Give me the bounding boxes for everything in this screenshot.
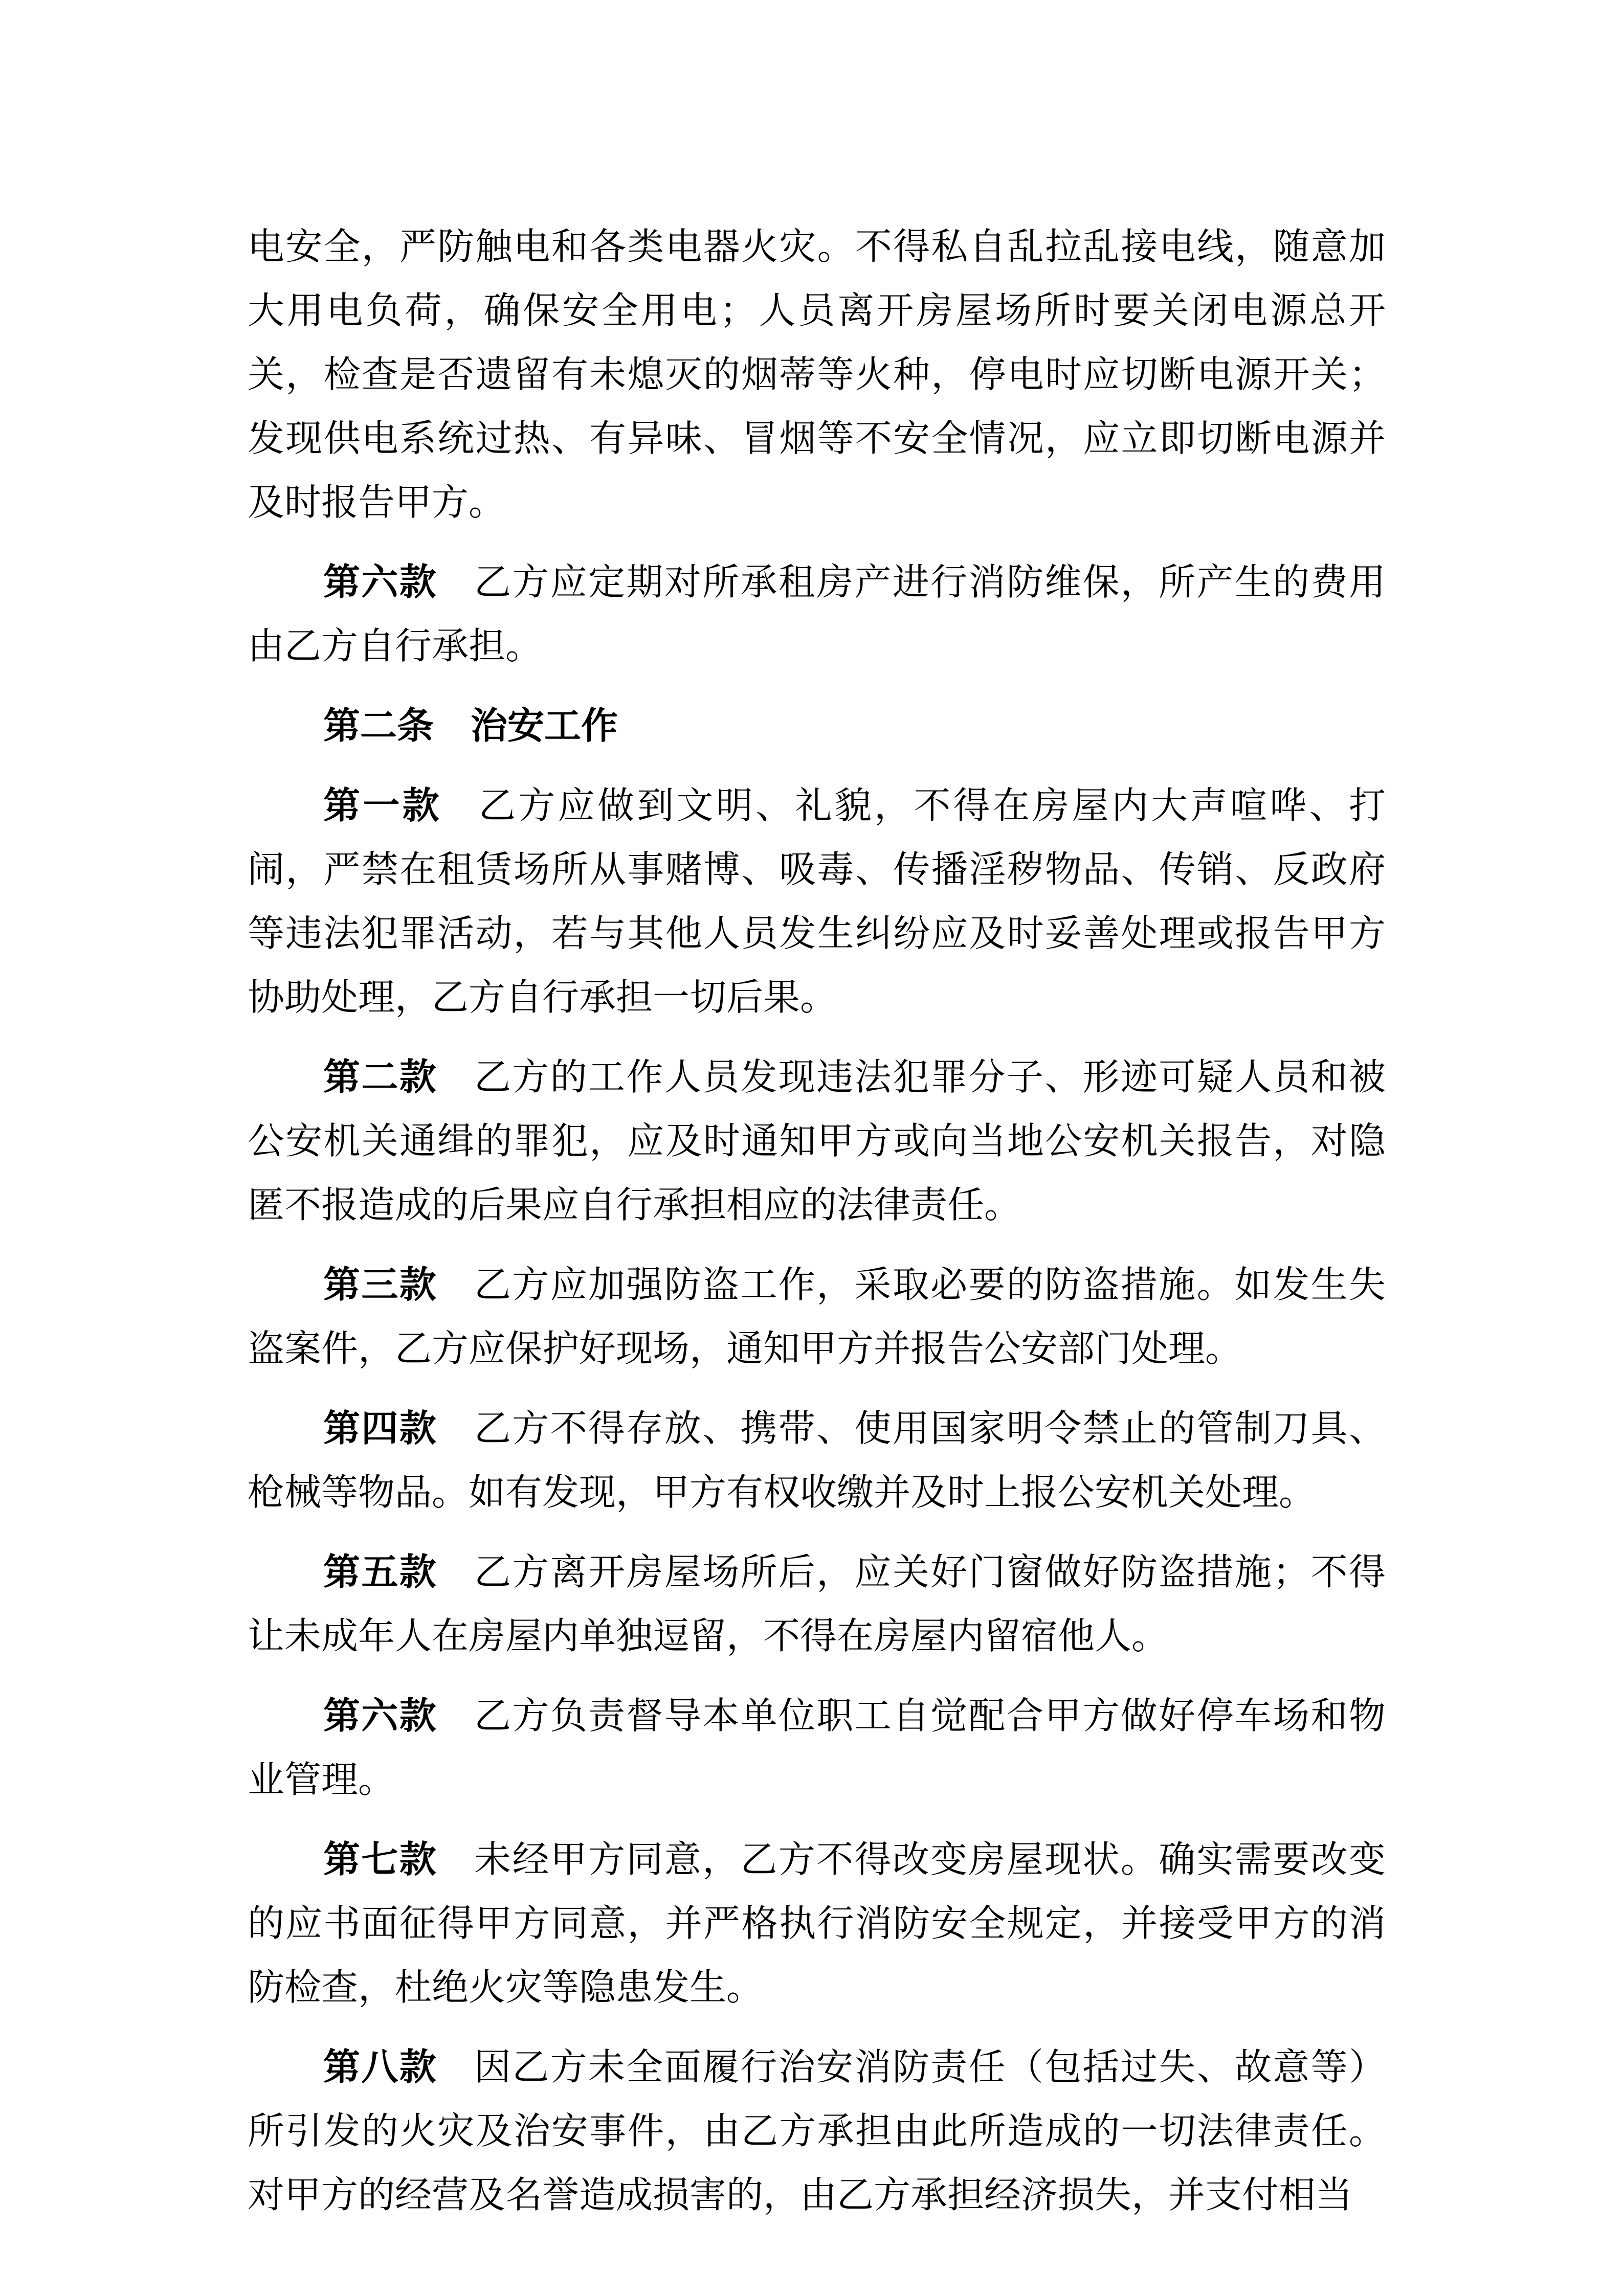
paragraph-text: 未经甲方同意，乙方不得改变房屋现状。确实需要改变的应书面征得甲方同意，并严格执行消防安全规定，并接受甲方的消防检查，杜绝火灾等隐患发生。 xyxy=(248,1838,1386,2009)
document-body xyxy=(248,215,1386,2242)
clause-number: 第二款 xyxy=(323,1055,438,1098)
clause-paragraph xyxy=(248,1252,1386,1381)
paragraph-text: 乙方离开房屋场所后，应关好门窗做好防盗措施；不得让未成年人在房屋内单独逗留，不得在房屋内留宿他人。 xyxy=(248,1550,1386,1657)
clause-paragraph xyxy=(248,1045,1386,1237)
clause-paragraph xyxy=(248,773,1386,1029)
article-number: 第二条 xyxy=(323,704,434,747)
paragraph-text: 因乙方未全面履行治安消防责任（包括过失、故意等）所引发的火灾及治安事件，由乙方承担由此所造成的一切法律责任。对甲方的经营及名誉造成损害的，由乙方承担经济损失，并支付相当 xyxy=(248,2045,1386,2216)
paragraph-text: 乙方应做到文明、礼貌，不得在房屋内大声喧哗、打闹，严禁在租赁场所从事赌博、吸毒、传播淫秽物品、传销、反政府等违法犯罪活动，若与其他人员发生纠纷应及时妥善处理或报告甲方协助处理，乙方自行承担一切后果。 xyxy=(248,784,1386,1019)
paragraph-text: 电安全，严防触电和各类电器火灾。不得私自乱拉乱接电线，随意加大用电负荷，确保安全用电；人员离开房屋场所时要关闭电源总开关，检查是否遗留有未熄灭的烟蒂等火种，停电时应切断电源开关；发现供电系统过热、有异味、冒烟等不安全情况，应立即切断电源并及时报告甲方。 xyxy=(248,225,1386,524)
clause-number: 第八款 xyxy=(323,2045,438,2088)
clause-paragraph xyxy=(248,1396,1386,1524)
clause-number: 第一款 xyxy=(323,783,442,827)
paragraph-text: 乙方应加强防盗工作，采取必要的防盗措施。如发生失盗案件，乙方应保护好现场，通知甲方并报告公安部门处理。 xyxy=(248,1263,1386,1370)
clause-paragraph xyxy=(248,550,1386,678)
clause-number: 第三款 xyxy=(323,1263,438,1306)
clause-number: 第六款 xyxy=(323,1694,438,1737)
clause-number: 第四款 xyxy=(323,1406,438,1450)
clause-number: 第五款 xyxy=(323,1550,438,1593)
clause-number: 第六款 xyxy=(323,560,438,603)
article-heading xyxy=(248,693,1386,758)
clause-paragraph xyxy=(248,1683,1386,1812)
paragraph-text: 乙方的工作人员发现违法犯罪分子、形迹可疑人员和被公安机关通缉的罪犯，应及时通知甲方或向当地公安机关报告，对隐匿不报造成的后果应自行承担相应的法律责任。 xyxy=(248,1055,1386,1226)
clause-paragraph xyxy=(248,1540,1386,1668)
clause-paragraph xyxy=(248,2035,1386,2227)
clause-number: 第七款 xyxy=(323,1837,438,1881)
paragraph-text: 乙方应定期对所承租房产进行消防维保，所产生的费用由乙方自行承担。 xyxy=(248,560,1386,667)
article-title: 治安工作 xyxy=(471,704,618,747)
clause-paragraph xyxy=(248,1827,1386,2019)
paragraph-text: 乙方负责督导本单位职工自觉配合甲方做好停车场和物业管理。 xyxy=(248,1694,1386,1801)
paragraph-text: 乙方不得存放、携带、使用国家明令禁止的管制刀具、枪械等物品。如有发现，甲方有权收缴并及时上报公安机关处理。 xyxy=(248,1407,1386,1514)
paragraph-continued xyxy=(248,215,1386,534)
